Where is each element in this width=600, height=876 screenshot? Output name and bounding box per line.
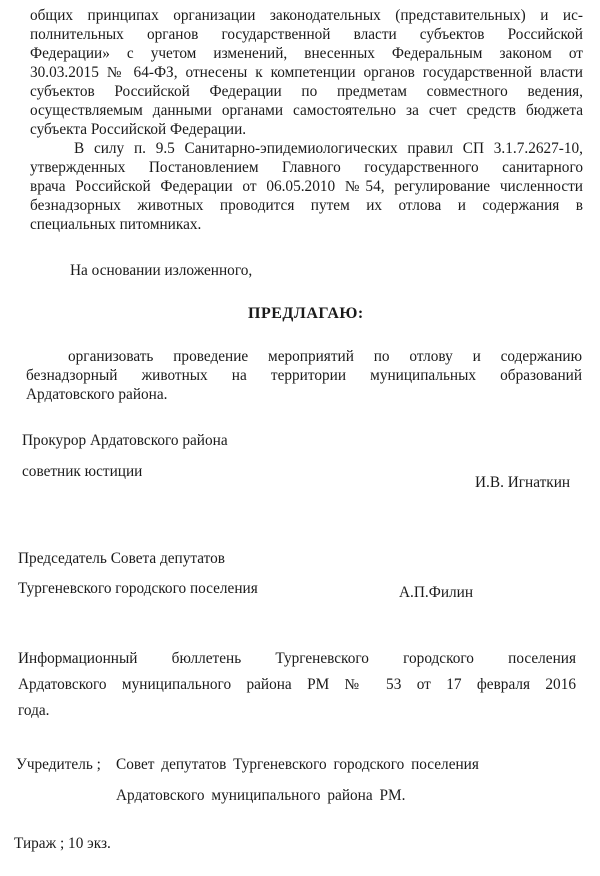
text-line: Федерации» с учетом изменений, внесенных Федеральным законом от [30, 45, 583, 62]
text-line: полнительных органов государственной власти субъектов Российской [30, 26, 583, 43]
text-line: Информационный бюллетень Тургеневского городского поселения [18, 650, 576, 667]
signature2-title-line2: Тургеневского городского поселения [18, 580, 258, 597]
text-line: врача Российской Федерации от 06.05.2010 №54, регулирование численности [30, 178, 583, 195]
signature2-title-line1: Председатель Совета депутатов [18, 550, 226, 567]
signature2-name: А.П.Филин [399, 584, 474, 601]
founder-line1: Совет депутатов Тургеневского городского поселения [116, 756, 479, 773]
bulletin-info [18, 647, 576, 718]
text-line: года. [18, 702, 50, 719]
text-line: безнадзорных животных проводится путем их отлова и содержания в [30, 197, 583, 214]
text-line: В силу п. 9.5 Санитарно-эпидемиологических правил СП 3.1.7.2627-10, [74, 140, 583, 157]
basis-text: На основании изложенного, [70, 262, 253, 279]
proposal-heading: ПРЕДЛАГАЮ: [248, 305, 364, 322]
text-line: общих принципах организации законодательных (представительных) и ис- [30, 7, 583, 24]
founder-line2: Ардатовского муниципального района РМ. [116, 787, 406, 804]
text-line: 30.03.2015 № 64-ФЗ, отнесены к компетенции органов государственной власти [30, 64, 583, 81]
text-line: субъекта Российской Федерации. [30, 121, 247, 138]
text-line: осуществляемым данными органами самостоятельно за счет средств бюджета [30, 102, 583, 119]
text-line: Ардатовского района. [26, 386, 168, 403]
text-line: специальных питомниках. [30, 216, 202, 233]
paragraph-law-reference [30, 6, 583, 139]
text-line: Ардатовского муниципального района РМ № 53 от 17 февраля 2016 [18, 676, 576, 693]
text-line: утвержденных Постановлением Главного государственного санитарного [30, 159, 583, 176]
text-line: субъектов Российской Федерации по предметам совместного ведения, [30, 83, 583, 100]
circulation: Тираж ; 10 экз. [14, 835, 111, 852]
paragraph-proposal [26, 347, 582, 404]
founder-label: Учредитель ; [16, 756, 101, 773]
text-line: безнадзорный животных на территории муниципальных образований [26, 367, 582, 384]
signature1-title-line2: советник юстиции [22, 463, 143, 480]
paragraph-sanitary-rules [30, 139, 583, 234]
signature1-title-line1: Прокурор Ардатовского района [22, 432, 228, 449]
text-line: организовать проведение мероприятий по отлову и содержанию [68, 348, 582, 365]
signature1-name: И.В. Игнаткин [475, 474, 571, 491]
